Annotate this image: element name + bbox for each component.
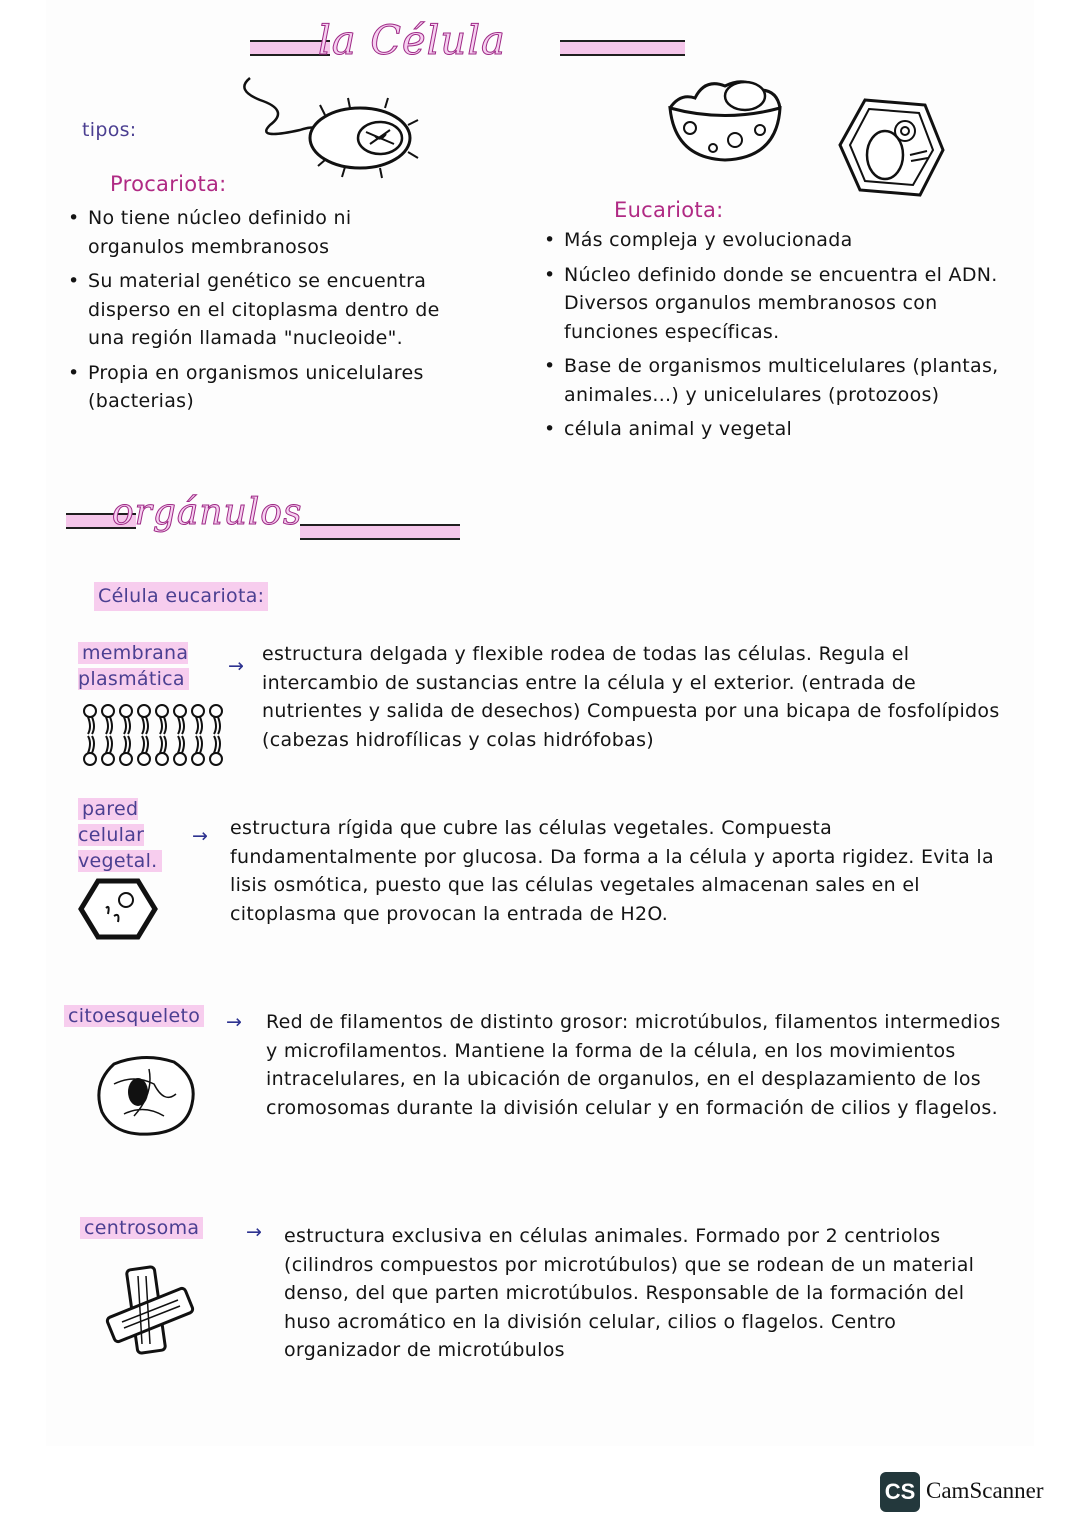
procariota-point: • Su material genético se encuentra disperso en el citoplasma dentro de una región llamada "nucleoide". xyxy=(64,267,444,353)
page-title: la Célula xyxy=(318,18,506,64)
title-underline-right xyxy=(560,40,685,56)
eucariota-heading: Eucariota: xyxy=(614,198,724,222)
plant-cell-icon xyxy=(835,95,945,200)
pared-label xyxy=(78,796,188,874)
organulos-title: orgánulos xyxy=(112,492,303,533)
centrosoma-name: centrosoma xyxy=(80,1217,203,1239)
membrana-description: estructura delgada y flexible rodea de todas las células. Regula el intercambio de sustancias entre la célula y el exterior. (entrada de nutrientes y salida de desechos) Compuesta por una bicapa de fosfolípidos (cabezas hidrofílicas y colas hidrófobas) xyxy=(262,643,1000,751)
procariota-point: • Propia en organismos unicelulares (bacterias) xyxy=(64,359,444,416)
arrow-icon: → xyxy=(226,1011,243,1033)
procariota-list xyxy=(64,204,444,422)
citoesqueleto-name: citoesqueleto xyxy=(64,1005,204,1027)
organulos-underline-right xyxy=(300,524,460,540)
citoesqueleto-description: Red de filamentos de distinto grosor: microtúbulos, filamentos intermedios y microfilamentos. Mantiene la forma de la célula, en los movimientos intracelulares, en la ubicación de organulos, en el desplazamiento de los cromosomas durante la división celular y en formación de cilios y flagelos. xyxy=(266,1011,1001,1119)
camscanner-logo-icon: CS xyxy=(880,1472,920,1512)
celula-eucariota-label: Célula eucariota: xyxy=(94,582,268,611)
arrow-icon: → xyxy=(228,655,245,677)
eucariota-point: • célula animal y vegetal xyxy=(540,415,1010,444)
plant-cell-wall-icon xyxy=(78,878,158,940)
eucariota-point: • Núcleo definido donde se encuentra el ADN. Diversos organulos membranosos con funciones específicas. xyxy=(540,261,1010,347)
membrana-name: membrana plasmática xyxy=(78,642,189,690)
phospholipid-bilayer-icon xyxy=(80,702,230,768)
procariota-heading: Procariota: xyxy=(110,172,227,196)
eucariota-list xyxy=(540,226,1010,450)
arrow-icon: → xyxy=(246,1221,263,1243)
cytoskeleton-icon xyxy=(94,1054,198,1136)
bacterium-icon xyxy=(230,70,440,180)
centrosoma-label xyxy=(80,1214,203,1243)
centrosoma-description: estructura exclusiva en células animales. Formado por 2 centriolos (cilindros compuestos por microtúbulos) que se rodean de un material denso, del que parten microtúbulos. Responsable de la formación del huso acromático en la división celular, cilios o flagelos. Centro organizador de microtúbulos xyxy=(284,1225,975,1361)
pared-name: pared celular vegetal. xyxy=(78,798,162,872)
membrana-label xyxy=(78,640,228,692)
animal-cell-icon xyxy=(665,68,785,163)
procariota-point: • No tiene núcleo definido ni organulos membranosos xyxy=(64,204,444,261)
tipos-label: tipos: xyxy=(82,119,137,141)
citoesqueleto-label xyxy=(64,1002,204,1031)
pared-description: estructura rígida que cubre las células vegetales. Compuesta fundamentalmente por glucosa. Da forma a la célula y aporta rigidez. Evita la lisis osmótica, puesto que las células vegetales almacenan sales en el citoplasma que provocan la entrada de H2O. xyxy=(230,817,994,925)
arrow-icon: → xyxy=(192,825,209,847)
eucariota-point: • Base de organismos multicelulares (plantas, animales...) y unicelulares (protozoos) xyxy=(540,352,1010,409)
centrosome-icon xyxy=(102,1264,198,1356)
camscanner-watermark: CamScanner xyxy=(926,1478,1044,1503)
eucariota-point: • Más compleja y evolucionada xyxy=(540,226,1010,255)
